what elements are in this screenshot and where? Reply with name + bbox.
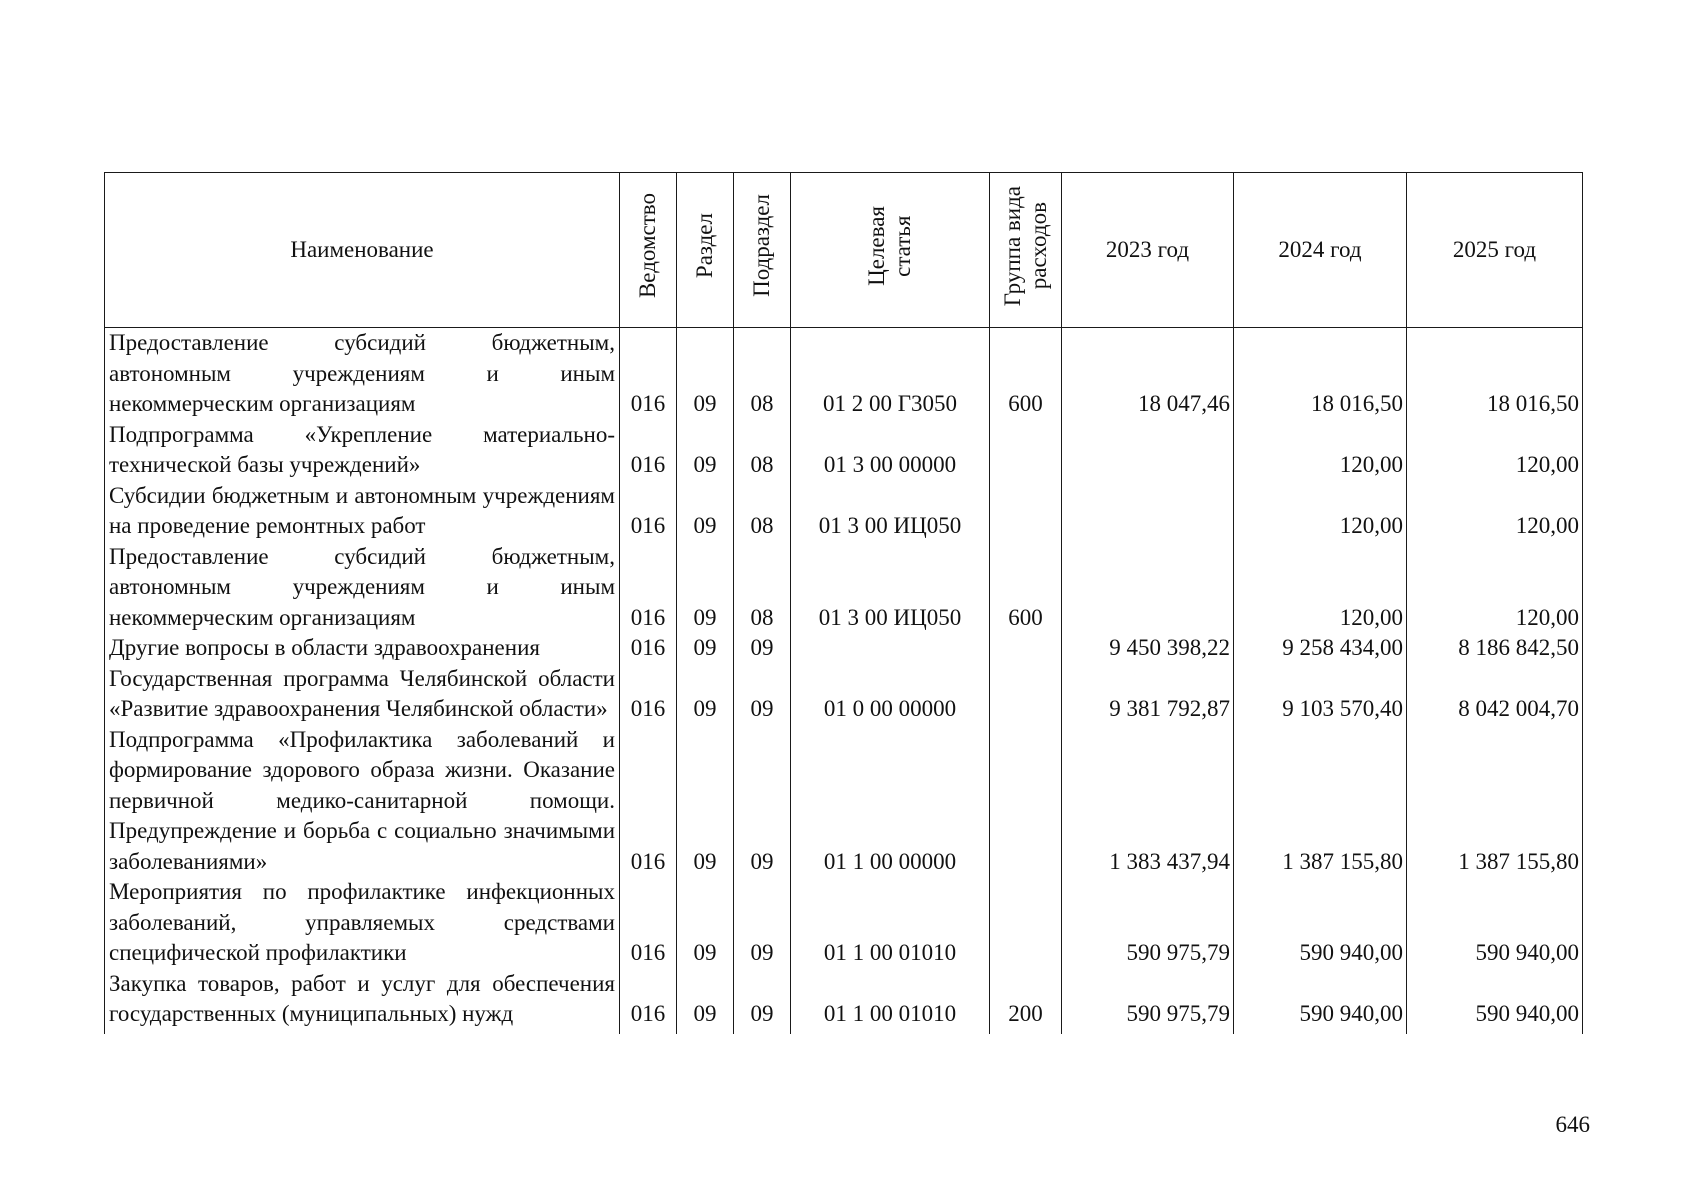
row-name: Предоставление субсидий бюджетным, автономным учреждениям и иным некоммерческим организациям [105, 542, 620, 634]
row-2023: 590 975,79 [1062, 969, 1234, 1030]
header-target-article: Целевая статья [791, 173, 990, 328]
row-dept: 016 [620, 969, 677, 1030]
header-expense-group: Группа вида расходов [990, 173, 1062, 328]
row-2023 [1062, 481, 1234, 542]
row-subsection: 08 [734, 420, 791, 481]
row-dept: 016 [620, 328, 677, 420]
row-section: 09 [677, 633, 734, 664]
row-section: 09 [677, 542, 734, 634]
row-2024: 120,00 [1234, 481, 1407, 542]
header-section: Раздел [677, 173, 734, 328]
row-group: 600 [990, 328, 1062, 420]
row-2025: 590 940,00 [1407, 877, 1583, 969]
row-name: Субсидии бюджетным и автономным учреждениям на проведение ремонтных работ [105, 481, 620, 542]
row-group [990, 725, 1062, 878]
row-article: 01 1 00 00000 [791, 725, 990, 878]
row-2025: 8 042 004,70 [1407, 664, 1583, 725]
row-dept: 016 [620, 542, 677, 634]
table-row [105, 664, 1583, 725]
table-row [105, 542, 1583, 634]
row-2023 [1062, 420, 1234, 481]
row-dept: 016 [620, 481, 677, 542]
tail-cell [1062, 1030, 1234, 1034]
budget-table [104, 172, 1583, 1034]
header-2023: 2023 год [1062, 173, 1234, 328]
tail-cell [105, 1030, 620, 1034]
row-2023: 9 450 398,22 [1062, 633, 1234, 664]
page-number: 646 [1555, 1112, 1590, 1137]
row-dept: 016 [620, 664, 677, 725]
table-row [105, 633, 1583, 664]
tail-cell [791, 1030, 990, 1034]
table-tail [105, 1030, 1583, 1034]
table-row [105, 725, 1583, 878]
tail-cell [620, 1030, 677, 1034]
row-section: 09 [677, 664, 734, 725]
row-2025: 1 387 155,80 [1407, 725, 1583, 878]
row-2024: 9 103 570,40 [1234, 664, 1407, 725]
row-2025: 590 940,00 [1407, 969, 1583, 1030]
row-2024: 18 016,50 [1234, 328, 1407, 420]
row-article [791, 633, 990, 664]
row-name: Подпрограмма «Профилактика заболеваний и формирование здорового образа жизни. Оказание первичной медико-санитарной помощи. Предупреждение и борьба с социально значимыми заболеваниями» [105, 725, 620, 878]
table-row [105, 420, 1583, 481]
row-2023 [1062, 542, 1234, 634]
row-group [990, 420, 1062, 481]
tail-cell [734, 1030, 791, 1034]
row-2025: 18 016,50 [1407, 328, 1583, 420]
row-article: 01 1 00 01010 [791, 969, 990, 1030]
row-name: Государственная программа Челябинской области «Развитие здравоохранения Челябинской области» [105, 664, 620, 725]
row-article: 01 0 00 00000 [791, 664, 990, 725]
row-subsection: 09 [734, 877, 791, 969]
row-name: Подпрограмма «Укрепление материально-технической базы учреждений» [105, 420, 620, 481]
row-group: 200 [990, 969, 1062, 1030]
row-2023: 9 381 792,87 [1062, 664, 1234, 725]
tail-cell [1407, 1030, 1583, 1034]
row-section: 09 [677, 877, 734, 969]
row-2024: 1 387 155,80 [1234, 725, 1407, 878]
row-subsection: 09 [734, 633, 791, 664]
row-article: 01 3 00 ИЦ050 [791, 542, 990, 634]
header-2024: 2024 год [1234, 173, 1407, 328]
row-subsection: 08 [734, 542, 791, 634]
row-dept: 016 [620, 420, 677, 481]
row-name: Другие вопросы в области здравоохранения [105, 633, 620, 664]
row-2025: 120,00 [1407, 420, 1583, 481]
row-article: 01 3 00 00000 [791, 420, 990, 481]
row-2024: 120,00 [1234, 420, 1407, 481]
row-name: Мероприятия по профилактике инфекционных заболеваний, управляемых средствами специфической профилактики [105, 877, 620, 969]
table-row [105, 481, 1583, 542]
table-row [105, 877, 1583, 969]
row-dept: 016 [620, 877, 677, 969]
row-subsection: 09 [734, 969, 791, 1030]
row-2025: 120,00 [1407, 542, 1583, 634]
row-dept: 016 [620, 633, 677, 664]
row-group: 600 [990, 542, 1062, 634]
row-2023: 18 047,46 [1062, 328, 1234, 420]
row-subsection: 09 [734, 664, 791, 725]
row-section: 09 [677, 725, 734, 878]
header-row [105, 173, 1583, 328]
tail-cell [990, 1030, 1062, 1034]
row-2025: 8 186 842,50 [1407, 633, 1583, 664]
row-name: Предоставление субсидий бюджетным, автономным учреждениям и иным некоммерческим организациям [105, 328, 620, 420]
row-group [990, 877, 1062, 969]
header-subsection: Подраздел [734, 173, 791, 328]
row-2024: 120,00 [1234, 542, 1407, 634]
row-article: 01 1 00 01010 [791, 877, 990, 969]
row-group [990, 633, 1062, 664]
table-body [105, 328, 1583, 1034]
tail-cell [677, 1030, 734, 1034]
row-group [990, 664, 1062, 725]
row-section: 09 [677, 481, 734, 542]
header-name: Наименование [105, 173, 620, 328]
row-section: 09 [677, 420, 734, 481]
row-article: 01 2 00 Г3050 [791, 328, 990, 420]
row-name: Закупка товаров, работ и услуг для обеспечения государственных (муниципальных) нужд [105, 969, 620, 1030]
row-article: 01 3 00 ИЦ050 [791, 481, 990, 542]
row-dept: 016 [620, 725, 677, 878]
row-section: 09 [677, 328, 734, 420]
tail-cell [1234, 1030, 1407, 1034]
row-2024: 9 258 434,00 [1234, 633, 1407, 664]
row-subsection: 08 [734, 481, 791, 542]
row-2024: 590 940,00 [1234, 877, 1407, 969]
table-row [105, 969, 1583, 1030]
row-2024: 590 940,00 [1234, 969, 1407, 1030]
row-subsection: 09 [734, 725, 791, 878]
header-2025: 2025 год [1407, 173, 1583, 328]
table-row [105, 328, 1583, 420]
header-dept: Ведомство [620, 173, 677, 328]
row-section: 09 [677, 969, 734, 1030]
row-2023: 1 383 437,94 [1062, 725, 1234, 878]
row-group [990, 481, 1062, 542]
row-subsection: 08 [734, 328, 791, 420]
row-2025: 120,00 [1407, 481, 1583, 542]
row-2023: 590 975,79 [1062, 877, 1234, 969]
